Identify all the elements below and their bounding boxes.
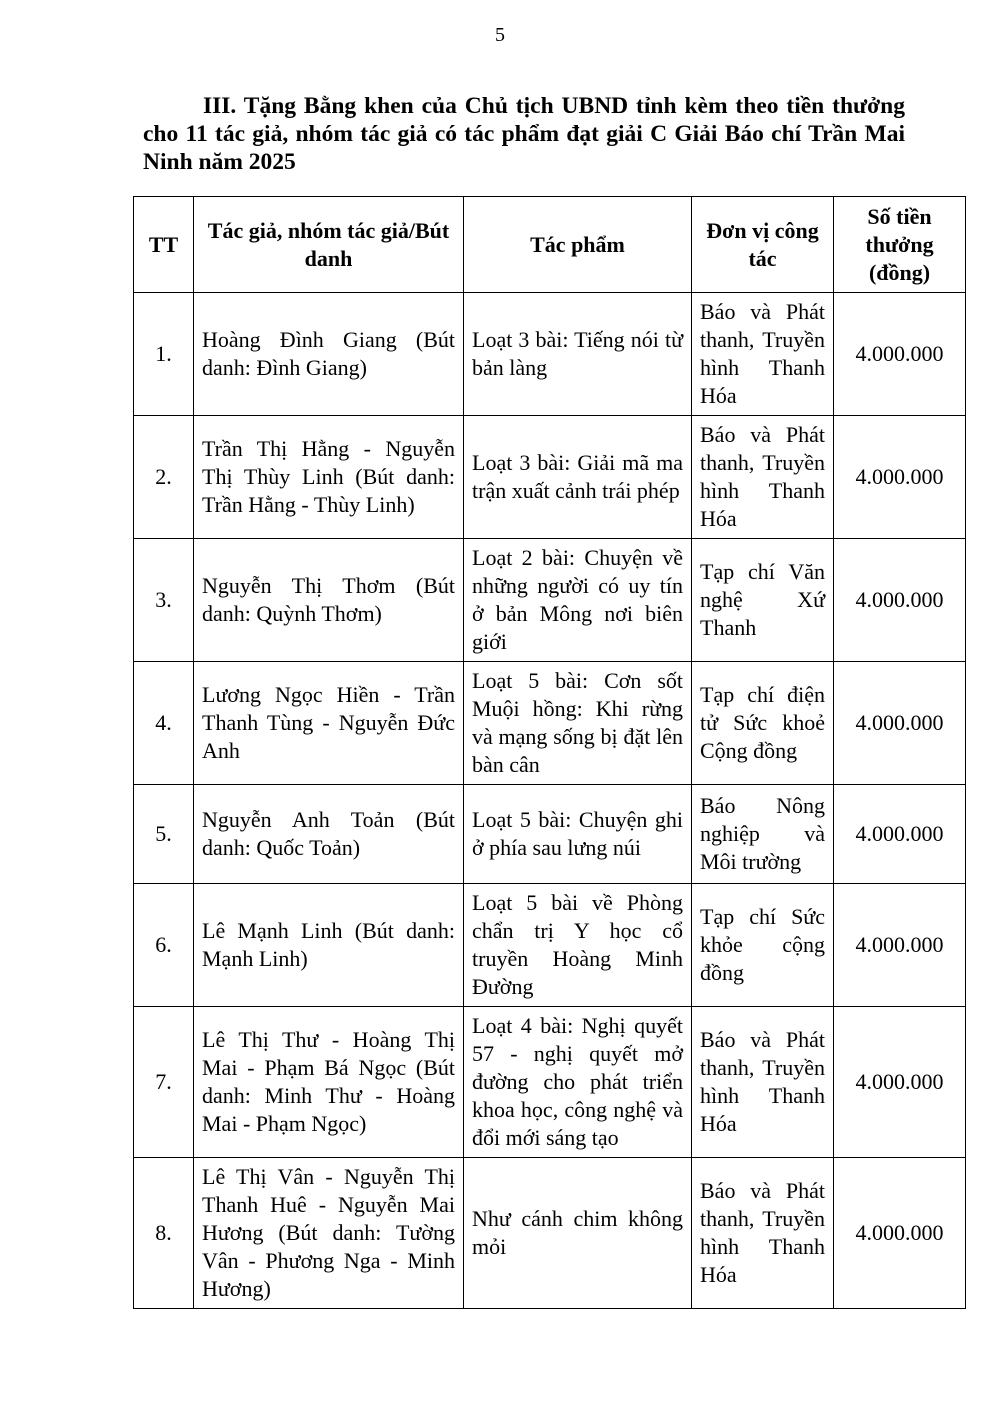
amount-cell: 4.000.000 (834, 416, 966, 539)
author-cell: Nguyễn Anh Toản (Bút danh: Quốc Toản) (194, 785, 464, 884)
work-cell: Như cánh chim không mỏi (464, 1158, 692, 1309)
amount-cell: 4.000.000 (834, 662, 966, 785)
amount-cell: 4.000.000 (834, 884, 966, 1007)
awards-table (133, 196, 966, 1309)
author-cell: Lê Mạnh Linh (Bút danh: Mạnh Linh) (194, 884, 464, 1007)
table-header-row (134, 197, 966, 293)
work-cell: Loạt 5 bài về Phòng chẩn trị Y học cổ truyền Hoàng Minh Đường (464, 884, 692, 1007)
amount-cell: 4.000.000 (834, 539, 966, 662)
unit-cell: Báo và Phát thanh, Truyền hình Thanh Hóa (692, 293, 834, 416)
work-cell: Loạt 4 bài: Nghị quyết 57 - nghị quyết mở đường cho phát triển khoa học, công nghệ và đổi mới sáng tạo (464, 1007, 692, 1158)
unit-cell: Tạp chí điện tử Sức khoẻ Cộng đồng (692, 662, 834, 785)
table-row (134, 416, 966, 539)
author-cell: Lương Ngọc Hiền - Trần Thanh Tùng - Nguyễn Đức Anh (194, 662, 464, 785)
unit-cell: Báo và Phát thanh, Truyền hình Thanh Hóa (692, 1007, 834, 1158)
table-row (134, 1007, 966, 1158)
unit-cell: Tạp chí Văn nghệ Xứ Thanh (692, 539, 834, 662)
work-cell: Loạt 3 bài: Giải mã ma trận xuất cảnh trái phép (464, 416, 692, 539)
row-number: 5. (134, 785, 194, 884)
row-number: 8. (134, 1158, 194, 1309)
row-number: 4. (134, 662, 194, 785)
unit-cell: Báo Nông nghiệp và Môi trường (692, 785, 834, 884)
table-row (134, 293, 966, 416)
unit-cell: Báo và Phát thanh, Truyền hình Thanh Hóa (692, 416, 834, 539)
header-unit: Đơn vị công tác (692, 197, 834, 293)
author-cell: Lê Thị Vân - Nguyễn Thị Thanh Huê - Nguyễn Mai Hương (Bút danh: Tường Vân - Phương Nga - Minh Hương) (194, 1158, 464, 1309)
work-cell: Loạt 5 bài: Cơn sốt Muội hồng: Khi rừng và mạng sống bị đặt lên bàn cân (464, 662, 692, 785)
amount-cell: 4.000.000 (834, 1158, 966, 1309)
table-row (134, 539, 966, 662)
table-row (134, 662, 966, 785)
author-cell: Hoàng Đình Giang (Bút danh: Đình Giang) (194, 293, 464, 416)
header-amount: Số tiền thưởng (đồng) (834, 197, 966, 293)
author-cell: Trần Thị Hằng - Nguyễn Thị Thùy Linh (Bút danh: Trần Hằng - Thùy Linh) (194, 416, 464, 539)
table-row (134, 1158, 966, 1309)
work-cell: Loạt 5 bài: Chuyện ghi ở phía sau lưng núi (464, 785, 692, 884)
amount-cell: 4.000.000 (834, 1007, 966, 1158)
unit-cell: Tạp chí Sức khỏe cộng đồng (692, 884, 834, 1007)
row-number: 7. (134, 1007, 194, 1158)
header-author: Tác giả, nhóm tác giả/Bút danh (194, 197, 464, 293)
table-row (134, 785, 966, 884)
amount-cell: 4.000.000 (834, 293, 966, 416)
author-cell: Nguyễn Thị Thơm (Bút danh: Quỳnh Thơm) (194, 539, 464, 662)
unit-cell: Báo và Phát thanh, Truyền hình Thanh Hóa (692, 1158, 834, 1309)
page-number: 5 (495, 24, 505, 46)
row-number: 1. (134, 293, 194, 416)
header-tt: TT (134, 197, 194, 293)
header-work: Tác phẩm (464, 197, 692, 293)
work-cell: Loạt 3 bài: Tiếng nói từ bản làng (464, 293, 692, 416)
row-number: 6. (134, 884, 194, 1007)
section-heading: III. Tặng Bằng khen của Chủ tịch UBND tỉnh kèm theo tiền thưởng cho 11 tác giả, nhóm tác giả có tác phẩm đạt giải C Giải Báo chí Trần Mai Ninh năm 2025 (143, 93, 905, 175)
work-cell: Loạt 2 bài: Chuyện về những người có uy tín ở bản Mông nơi biên giới (464, 539, 692, 662)
row-number: 3. (134, 539, 194, 662)
author-cell: Lê Thị Thư - Hoàng Thị Mai - Phạm Bá Ngọc (Bút danh: Minh Thư - Hoàng Mai - Phạm Ngọc) (194, 1007, 464, 1158)
table-row (134, 884, 966, 1007)
amount-cell: 4.000.000 (834, 785, 966, 884)
row-number: 2. (134, 416, 194, 539)
